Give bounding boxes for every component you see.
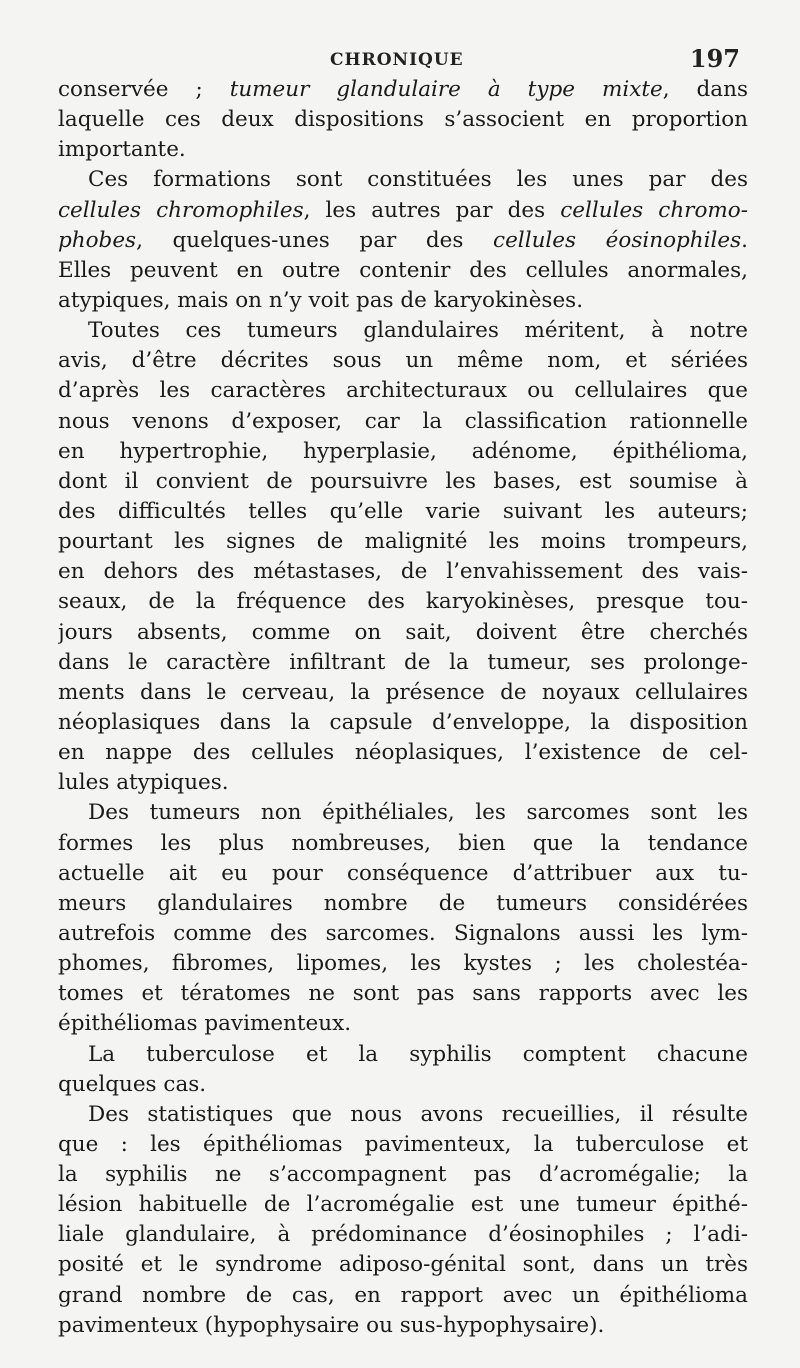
text-line [58,226,748,256]
text-line: lésion habituelle de l’acromégalie est une tumeur épithé- [58,1192,748,1218]
text-line: liale glandulaire, à prédominance d’éosinophiles ; l’adi- [58,1222,748,1248]
text-line: atypiques, mais on n’y voit pas de karyokinèses. [58,287,584,313]
text-line: phomes, fibromes, lipomes, les kystes ; les cholestéa- [58,951,748,977]
text-line: d’après les caractères architecturaux ou cellulaires que [58,378,748,404]
text-line: en hypertrophie, hyperplasie, adénome, épithélioma, [58,438,748,464]
text-line: seaux, de la fréquence des karyokinèses, presque tou- [58,589,748,615]
text-segment: conservée ; [58,77,230,102]
text-line: pourtant les signes de malignité les moins trompeurs, [58,529,748,555]
text-line: ments dans le cerveau, la présence de noyaux cellulaires [58,679,748,705]
italic-term: cellules éosinophiles [493,227,742,253]
text-line: Des statistiques que nous avons recueillies, il résulte [88,1101,748,1127]
italic-term: phobes [58,227,137,253]
text-segment: . [741,227,748,253]
text-line: lules atypiques. [58,770,229,796]
text-line: épithéliomas pavimenteux. [58,1011,352,1037]
body-text [58,75,748,1341]
text-line: tomes et tératomes ne sont pas sans rapports avec les [58,981,748,1007]
text-line: Des tumeurs non épithéliales, les sarcomes sont les [88,800,748,826]
text-line: que : les épithéliomas pavimenteux, la tuberculose et [58,1131,748,1157]
text-line: pavimenteux (hypophysaire ou sus-hypophysaire). [58,1312,605,1338]
text-line: quelques cas. [58,1071,207,1097]
text-line: Elles peuvent en outre contenir des cellules anormales, [58,257,748,283]
text-line: des difficultés telles qu’elle varie suivant les auteurs; [58,498,748,524]
text-line: en dehors des métastases, de l’envahissement des vais- [58,559,748,585]
text-line: avis, d’être décrites sous un même nom, et sériées [58,348,748,374]
page-number: 197 [689,44,740,73]
text-line: Toutes ces tumeurs glandulaires méritent, à notre [88,318,748,344]
text-line: La tuberculose et la syphilis comptent chacune [88,1041,748,1067]
italic-term: cellules chromophiles [58,197,304,223]
text-line: formes les plus nombreuses, bien que la tendance [58,830,748,856]
text-line: actuelle ait eu pour conséquence d’attribuer aux tu- [58,860,748,886]
text-line: Ces formations sont constituées les unes par des [88,167,748,193]
text-line [58,196,748,226]
text-segment: , dans [662,77,748,102]
text-line: laquelle ces deux dispositions s’associent en proportion [58,107,748,133]
running-title: CHRONIQUE [330,50,464,70]
text-line: nous venons d’exposer, car la classification rationnelle [58,408,748,434]
text-line: posité et le syndrome adiposo-génital sont, dans un très [58,1252,748,1278]
text-line: grand nombre de cas, en rapport avec un épithélioma [58,1282,748,1308]
text-line: importante. [58,137,186,163]
text-line: autrefois comme des sarcomes. Signalons aussi les lym- [58,920,748,946]
text-line: dans le caractère infiltrant de la tumeur, ses prolonge- [58,649,748,675]
text-line: dont il convient de poursuivre les bases, est soumise à [58,468,748,494]
text-segment: , quelques-unes par des [136,227,494,253]
italic-term: tumeur glandulaire à type mixte [229,77,663,102]
text-line [58,75,748,105]
text-line: la syphilis ne s’accompagnent pas d’acromégalie; la [58,1162,748,1188]
text-line: néoplasiques dans la capsule d’enveloppe, la disposition [58,709,748,735]
text-line: en nappe des cellules néoplasiques, l’existence de cel- [58,740,748,766]
text-line: jours absents, comme on sait, doivent être cherchés [58,619,748,645]
text-line: meurs glandulaires nombre de tumeurs considérées [58,890,748,916]
italic-term: cellules chromo- [560,197,748,223]
text-segment: , les autres par des [303,197,561,223]
